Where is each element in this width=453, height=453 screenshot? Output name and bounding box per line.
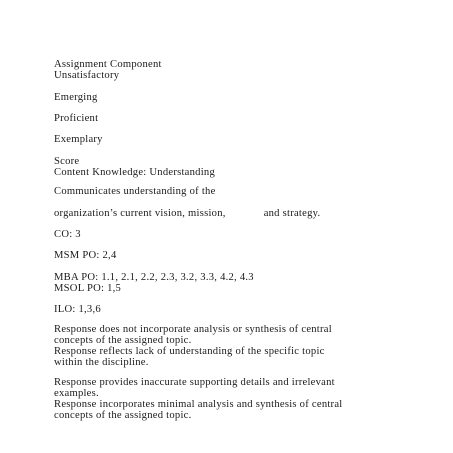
header-unsatisfactory: Unsatisfactory [54,70,120,81]
criterion-description-1: Communicates understanding of the [54,186,216,197]
header-exemplary: Exemplary [54,134,103,145]
msm-program-outcomes: MSM PO: 2,4 [54,250,117,261]
unsatisfactory-text-line-1: Response does not incorporate analysis or synthesis of central [54,324,332,335]
mba-program-outcomes: MBA PO: 1.1, 2.1, 2.2, 2.3, 3.2, 3.3, 4.2, 4.3 [54,272,254,283]
criterion-description-2-right: and strategy. [263,208,321,219]
criterion-description-2 [54,208,320,220]
msol-program-outcomes: MSOL PO: 1,5 [54,283,122,294]
course-objective: CO: 3 [54,229,81,240]
emerging-text-line-2: examples. [54,388,99,399]
unsatisfactory-text-line-4: within the discipline. [54,357,149,368]
header-assignment-component: Assignment Component [54,59,162,70]
unsatisfactory-text-line-3: Response reflects lack of understanding of the specific topic [54,346,325,357]
emerging-text-line-4: concepts of the assigned topic. [54,410,192,421]
header-emerging: Emerging [54,92,98,103]
criterion-title: Content Knowledge: Understanding [54,167,215,178]
header-score: Score [54,156,80,167]
header-proficient: Proficient [54,113,99,124]
criterion-description-2-left: organization’s current vision, mission, [54,208,226,219]
institutional-learning-outcomes: ILO: 1,3,6 [54,304,101,315]
unsatisfactory-text-line-2: concepts of the assigned topic. [54,335,192,346]
emerging-text-line-1: Response provides inaccurate supporting details and irrelevant [54,377,335,388]
emerging-text-line-3: Response incorporates minimal analysis and synthesis of central [54,399,343,410]
